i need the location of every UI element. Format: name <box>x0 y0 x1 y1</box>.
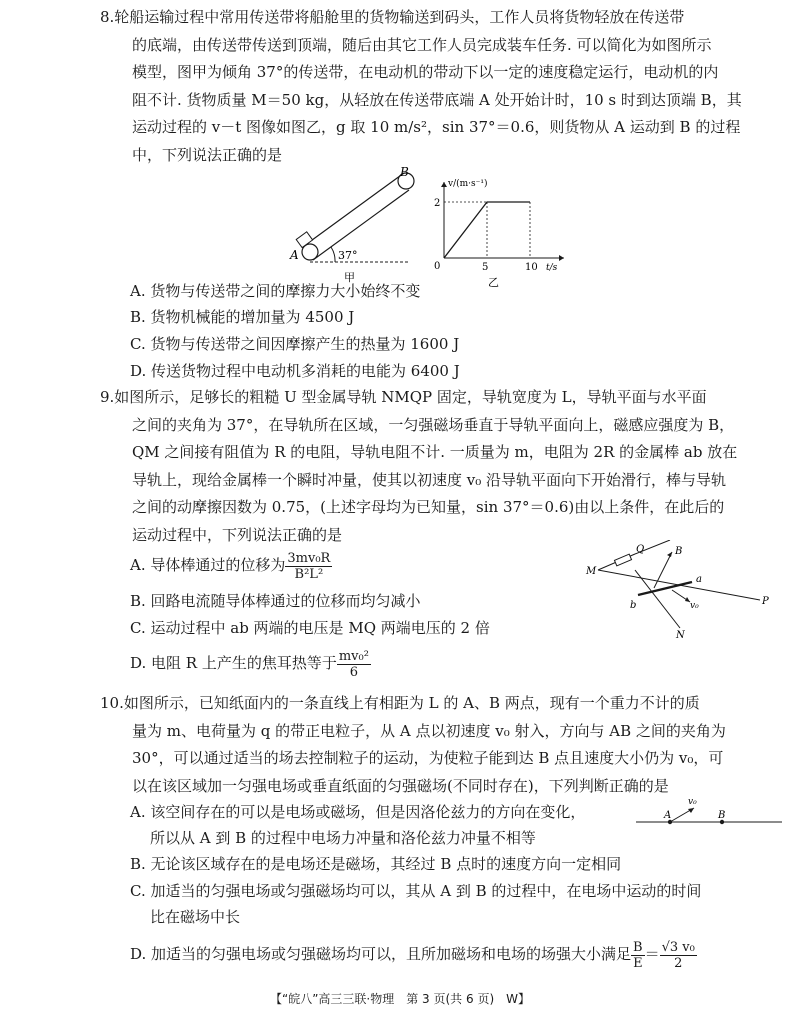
label-v0: v₀ <box>690 601 699 611</box>
label-A: A <box>290 248 299 262</box>
question-10-stem <box>100 690 780 800</box>
rail-N <box>635 570 680 628</box>
q10-option-C[interactable]: C. 加适当的匀强电场或匀强磁场均可以，其从 A 到 B 的过程中，在电场中运动的时间 <box>130 882 702 900</box>
q9-option-D[interactable] <box>130 648 371 680</box>
label-B: B <box>718 810 726 821</box>
label-N: N <box>676 630 685 640</box>
q10-option-C-cont[interactable]: 比在磁场中长 <box>150 908 241 926</box>
fraction-numerator: mv₀² <box>338 648 369 664</box>
fraction-denominator: E <box>633 955 643 971</box>
caption-yi: 乙 <box>488 276 499 289</box>
fraction-numerator: B <box>633 939 643 955</box>
heat-fraction <box>337 649 371 680</box>
label-B-field: B <box>675 546 683 557</box>
question-8-stem <box>100 4 780 169</box>
fraction-denominator: 6 <box>349 664 359 680</box>
q8-line-5: 运动过程的 v－t 图像如图乙，g 取 10 m/s²，sin 37°＝0.6，则货物从 A 运动到 B 的过程 <box>132 118 741 136</box>
cargo-box <box>296 232 312 248</box>
q9-line-3: QM 之间接有阻值为 R 的电阻，导轨电阻不计. 一质量为 m，电阻为 2R 的金属棒 ab 放在 <box>132 443 738 461</box>
y-tick-2: 2 <box>434 198 441 209</box>
displacement-fraction <box>285 551 332 582</box>
q10-line-1: 10.如图所示，已知纸面内的一条直线上有相距为 L 的 A、B 两点，现有一个重力不计的质 <box>100 694 700 712</box>
label-a: a <box>696 574 702 585</box>
q9-option-C[interactable]: C. 运动过程中 ab 两端的电压是 MQ 两端电压的 2 倍 <box>130 619 490 637</box>
q9-line-4: 导轨上，现给金属棒一个瞬时冲量，使其以初速度 v₀ 沿导轨平面向下开始滑行，棒与导轨 <box>132 470 727 489</box>
q10-option-D-text: D. 加适当的匀强电场或匀强磁场均可以，且所加磁场和电场的场强大小满足 <box>130 945 632 963</box>
q8-line-1: 8.轮船运输过程中常用传送带将船舱里的货物输送到码头，工作人员将货物轻放在传送带 <box>100 8 685 26</box>
angle-label: 37° <box>338 249 358 262</box>
q9-option-B[interactable]: B. 回路电流随导体棒通过的位移而均匀减小 <box>130 592 421 610</box>
q9-option-A-text: A. 导体棒通过的位移为 <box>130 556 286 574</box>
q10-line-2: 量为 m、电荷量为 q 的带正电粒子，从 A 点以初速度 v₀ 射入，方向与 AB 之间的夹角为 <box>132 721 726 740</box>
x-axis-arrow <box>559 255 564 261</box>
q8-vt-chart <box>428 172 568 290</box>
q9-line-5: 之间的动摩擦因数为 0.75，(上述字母均为已知量，sin 37°＝0.6)由以上条件，在此后的 <box>132 498 725 516</box>
q8-line-4: 阻不计. 货物质量 M＝50 kg，从轻放在传送带底端 A 处开始计时，10 s 时到达顶端 B，其 <box>132 90 742 109</box>
q8-option-D[interactable]: D. 传送货物过程中电动机多消耗的电能为 6400 J <box>130 362 460 380</box>
q10-line-figure <box>630 790 790 830</box>
angle-arc <box>331 247 335 262</box>
fraction-numerator: 3mv₀R <box>287 550 331 566</box>
q8-option-B[interactable]: B. 货物机械能的增加量为 4500 J <box>130 308 355 326</box>
x-tick-10: 10 <box>525 262 538 273</box>
q8-option-A[interactable]: A. 货物与传送带之间的摩擦力大小始终不变 <box>130 282 421 300</box>
q9-line-6: 运动过程中，下列说法正确的是 <box>132 525 343 544</box>
q8-line-2: 的底端，由传送带传送到顶端，随后由其它工作人员完成装车任务. 可以简化为如图所示 <box>132 35 712 54</box>
x-axis-label: t/s <box>546 263 558 273</box>
q8-figure-jia <box>280 165 420 285</box>
q10-option-A-cont[interactable]: 所以从 A 到 B 的过程中电场力冲量和洛伦兹力冲量不相等 <box>150 829 536 847</box>
q10-option-B[interactable]: B. 无论该区域存在的是电场还是磁场，其经过 B 点时的速度方向一定相同 <box>130 855 622 873</box>
q10-option-D[interactable] <box>130 938 697 971</box>
y-axis-arrow <box>441 182 447 187</box>
q10-option-A[interactable]: A. 该空间存在的可以是电场或磁场，但是因洛伦兹力的方向在变化， <box>130 803 586 821</box>
x-tick-5: 5 <box>482 262 489 273</box>
fraction-denominator: B²L² <box>294 566 324 582</box>
origin-label: 0 <box>434 261 441 272</box>
q9-option-A[interactable] <box>130 550 332 582</box>
q9-line-1: 9.如图所示，足够长的粗糙 U 型金属导轨 NMQP 固定，导轨宽度为 L，导轨平面与水平面 <box>100 388 707 406</box>
y-axis-label: v/(m·s⁻¹) <box>448 179 488 189</box>
page-footer: 【“皖八”高三三联·物理 第 3 页(共 6 页) W】 <box>269 992 530 1006</box>
q9-line-2: 之间的夹角为 37°，在导轨所在区域，一匀强磁场垂直于导轨平面向上，磁感应强度为 B， <box>132 415 735 434</box>
q10-line-4: 以在该区域加一匀强电场或垂直纸面的匀强磁场(不同时存在)，下列判断正确的是 <box>132 776 669 795</box>
label-v0: v₀ <box>688 797 697 807</box>
conveyor-belt <box>302 173 414 260</box>
fraction-numerator: √3 v₀ <box>661 939 695 955</box>
caption-jia: 甲 <box>344 271 355 284</box>
label-B: B <box>400 165 409 179</box>
q8-line-3: 模型，图甲为倾角 37°的传送带，在电动机的带动下以一定的速度稳定运行，电动机的内 <box>132 63 719 81</box>
label-b: b <box>630 600 637 611</box>
ratio-value-fraction <box>660 940 697 971</box>
field-arrow-B <box>654 552 672 588</box>
q9-option-D-text: D. 电阻 R 上产生的焦耳热等于 <box>130 654 337 672</box>
ratio-BE-fraction <box>631 940 645 971</box>
q10-line-3: 30°，可以通过适当的场去控制粒子的运动，为使粒子能到达 B 点且速度大小仍为 v₀，可 <box>132 749 724 767</box>
field-arrowhead <box>667 552 672 557</box>
question-9-stem <box>100 384 780 549</box>
label-A: A <box>664 810 672 821</box>
fraction-denominator: 2 <box>674 955 683 971</box>
resistor-R <box>614 554 631 566</box>
equals-sign: ＝ <box>644 945 660 963</box>
label-Q: Q <box>636 544 645 555</box>
q8-line-6: 中，下列说法正确的是 <box>132 145 283 164</box>
q9-rail-figure <box>580 540 780 640</box>
label-M: M <box>586 566 597 577</box>
q8-option-C[interactable]: C. 货物与传送带之间因摩擦产生的热量为 1600 J <box>130 335 460 353</box>
label-P: P <box>762 596 769 607</box>
